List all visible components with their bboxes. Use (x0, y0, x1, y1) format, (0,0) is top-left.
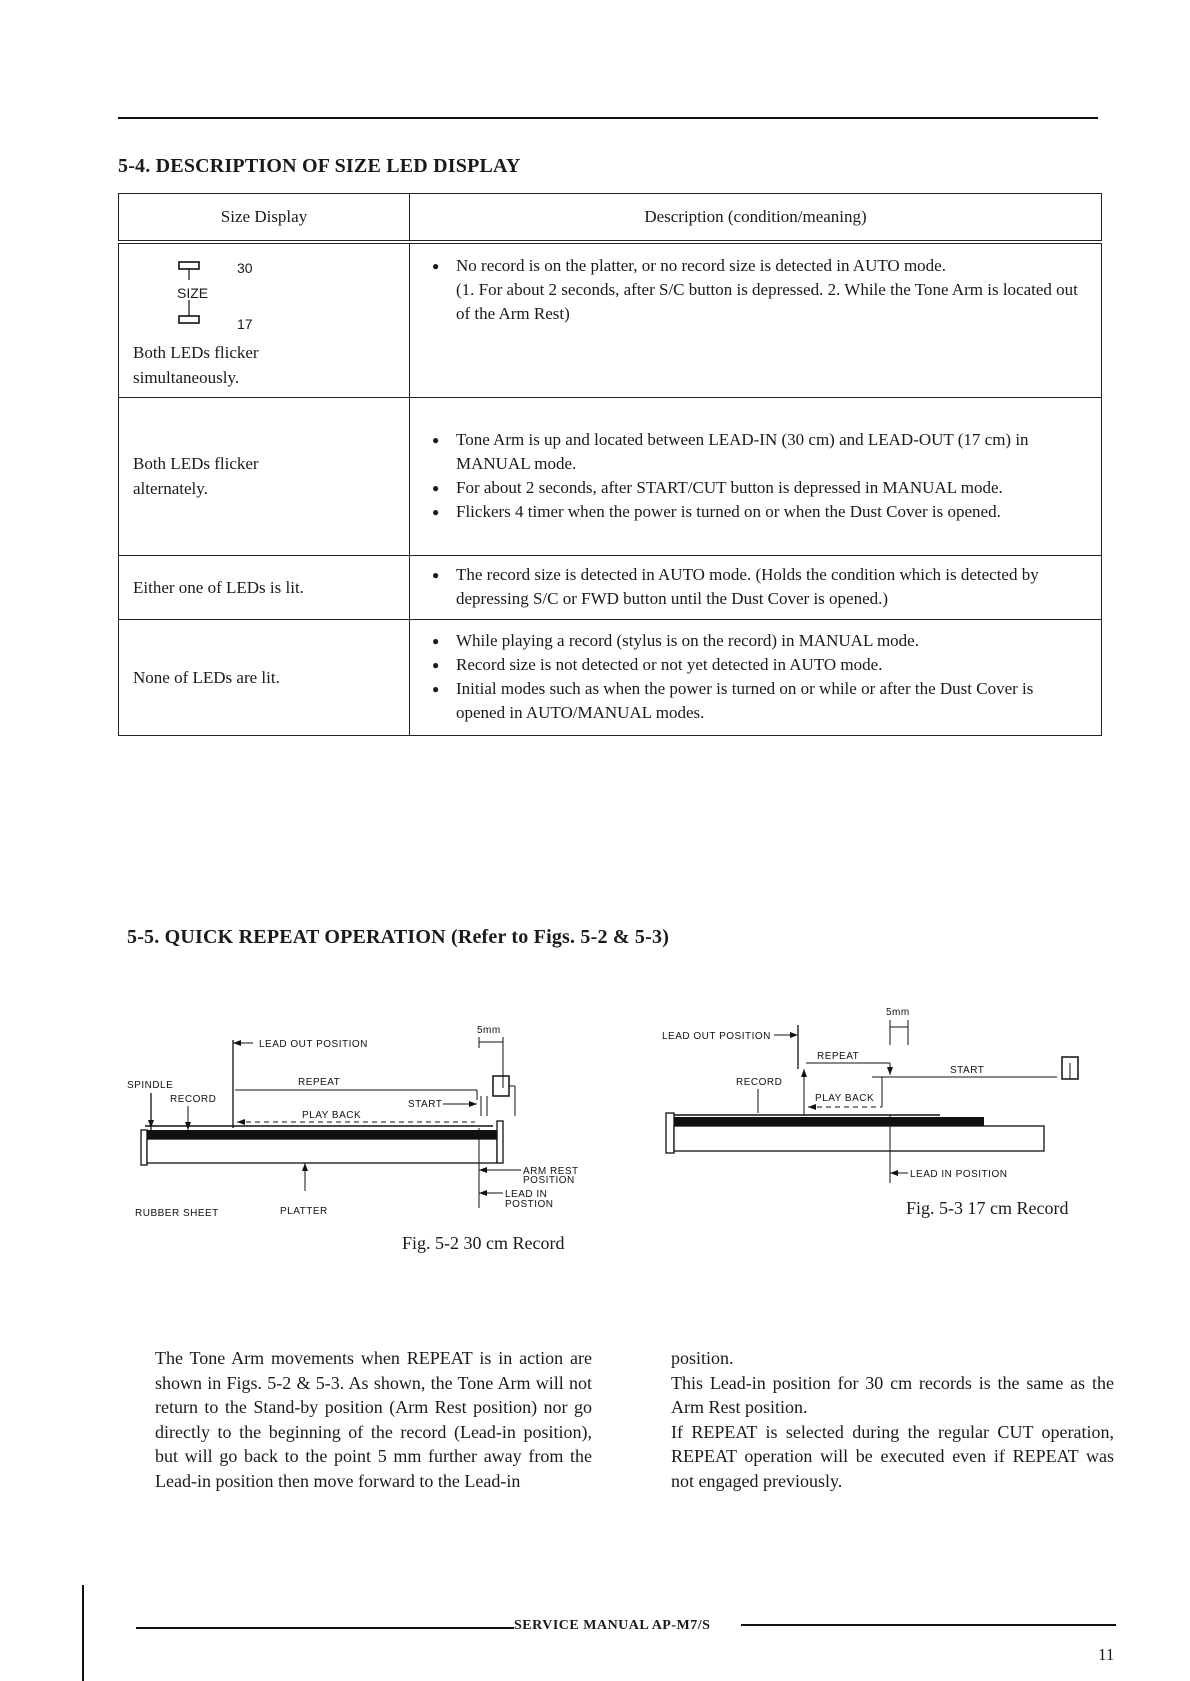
fig-5-3-diagram (660, 1005, 1100, 1195)
footer-label: SERVICE MANUAL AP-M7/S (514, 1618, 711, 1633)
margin-line (82, 1585, 84, 1681)
fig52-arm-rest: ARM REST (523, 1166, 579, 1177)
fig52-lead-in: LEAD IN (505, 1189, 548, 1200)
table-row (119, 397, 1102, 555)
body-right-1: position. (671, 1348, 734, 1368)
row1-size: Both LEDs flicker simultaneously. (133, 343, 259, 388)
size-led-table (118, 193, 1102, 736)
row3-item: ● The record size is detected in AUTO mode. (Holds the condition which is detected by depressing S/C or FWD button until the Dust Cover is opened.) (430, 563, 1083, 611)
fig-5-2-caption: Fig. 5-2 30 cm Record (402, 1233, 565, 1253)
fig52-arm-rest-position: POSITION (523, 1175, 575, 1186)
page-number: 11 (1098, 1645, 1115, 1664)
table-row (119, 619, 1102, 735)
led-size-label: SIZE (177, 285, 209, 302)
row2-item: ● Tone Arm is up and located between LEAD-IN (30 cm) and LEAD-OUT (17 cm) in MANUAL mode. (430, 428, 1083, 476)
body-right-2: This Lead-in position for 30 cm records is the same as the Arm Rest position. (671, 1372, 1114, 1417)
row4-item: ● Record size is not detected or not yet detected in AUTO mode. (430, 653, 1083, 677)
footer-rule-left (136, 1627, 514, 1629)
col-description: Description (condition/meaning) (410, 194, 1102, 243)
footer-rule-right (741, 1624, 1116, 1626)
fig52-rubber-sheet: RUBBER SHEET (135, 1208, 219, 1219)
col-size-display: Size Display (119, 194, 410, 243)
fig52-record: RECORD (170, 1094, 217, 1105)
section-5-5-title: 5-5. QUICK REPEAT OPERATION (Refer to Figs. 5-2 & 5-3) (127, 926, 670, 948)
table-row (119, 242, 1102, 397)
body-right-column (671, 1346, 1114, 1493)
fig53-5mm: 5mm (886, 1007, 910, 1018)
section-5-4-title: 5-4. DESCRIPTION OF SIZE LED DISPLAY (118, 155, 521, 177)
fig52-platter: PLATTER (280, 1206, 328, 1217)
fig53-record: RECORD (736, 1077, 783, 1088)
led-30-label: 30 (237, 260, 253, 277)
body-left-paragraph: The Tone Arm movements when REPEAT is in action are shown in Figs. 5-2 & 5-3. As shown, the Tone Arm will not return to the Stand-by position (Arm Rest position) nor go directly to the beginning of the record (Lead-in position), but will go back to the point 5 mm further away from the Lead-in position then move forward to the Lead-in (155, 1348, 592, 1491)
fig52-spindle: SPINDLE (127, 1080, 174, 1091)
row1-note: (1. For about 2 seconds, after S/C button is depressed. 2. While the Tone Arm is located out of the Arm Rest) (456, 280, 1078, 323)
fig53-lead-out: LEAD OUT POSITION (662, 1031, 771, 1042)
fig52-play-back: PLAY BACK (302, 1110, 362, 1121)
row2-item: ● Flickers 4 timer when the power is turned on or when the Dust Cover is opened. (430, 500, 1083, 524)
body-right-3: If REPEAT is selected during the regular CUT operation, REPEAT operation will be executed even if REPEAT was not engaged previously. (671, 1421, 1114, 1491)
table-row (119, 555, 1102, 619)
row1-item: ● No record is on the platter, or no record size is detected in AUTO mode. (430, 254, 1083, 278)
fig53-start: START (950, 1065, 985, 1076)
row4-item: ● Initial modes such as when the power is turned on or while or after the Dust Cover is opened in AUTO/MANUAL modes. (430, 677, 1083, 725)
fig-5-3-caption: Fig. 5-3 17 cm Record (906, 1198, 1069, 1218)
row4-size: None of LEDs are lit. (133, 667, 280, 687)
row2-item: ● For about 2 seconds, after START/CUT button is depressed in MANUAL mode. (430, 476, 1083, 500)
row4-item: ● While playing a record (stylus is on the record) in MANUAL mode. (430, 629, 1083, 653)
fig52-5mm: 5mm (477, 1025, 501, 1036)
fig53-repeat: REPEAT (817, 1051, 860, 1062)
fig53-lead-in: LEAD IN POSITION (910, 1169, 1008, 1180)
fig52-start: START (408, 1099, 443, 1110)
row2-size: Both LEDs flicker alternately. (133, 454, 259, 498)
led-17-label: 17 (237, 316, 253, 333)
top-rule (118, 117, 1098, 119)
fig53-play-back: PLAY BACK (815, 1093, 875, 1104)
fig52-repeat: REPEAT (298, 1077, 341, 1088)
led-symbol (133, 250, 395, 340)
fig52-lead-in-position: POSTION (505, 1199, 554, 1210)
row3-size: Either one of LEDs is lit. (133, 577, 304, 597)
fig-5-2-diagram (125, 1018, 605, 1228)
fig52-lead-out: LEAD OUT POSITION (259, 1039, 368, 1050)
